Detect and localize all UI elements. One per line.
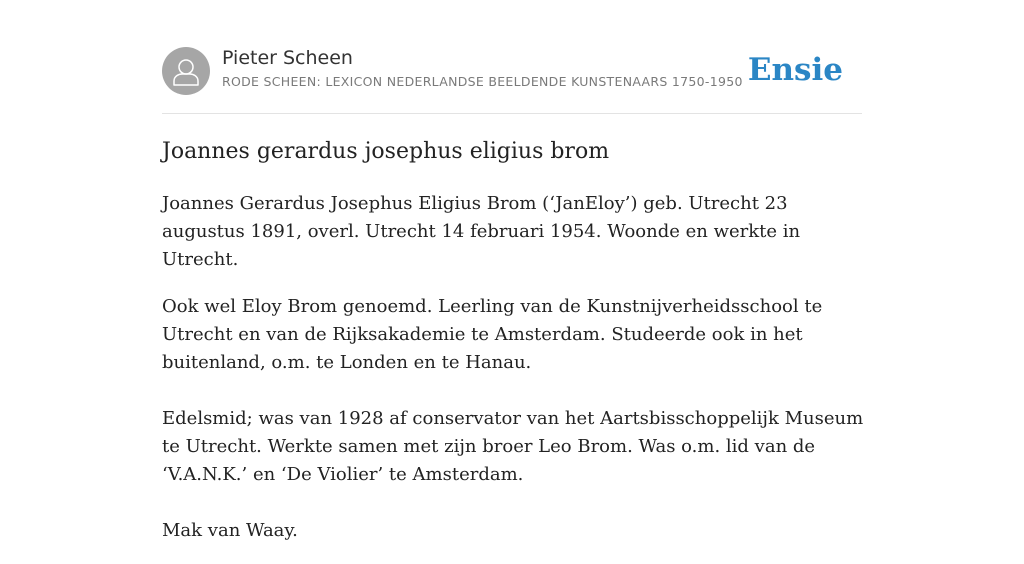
- ensie-logo[interactable]: Ensie: [747, 52, 843, 88]
- author-name[interactable]: Pieter Scheen: [222, 47, 353, 69]
- user-icon: [162, 47, 210, 95]
- source-title[interactable]: RODE SCHEEN: LEXICON NEDERLANDSE BEELDENDE KUNSTENAARS 1750-1950: [222, 74, 743, 89]
- paragraph-reference: Mak van Waay.: [162, 520, 298, 541]
- paragraph-education: Ook wel Eloy Brom genoemd. Leerling van de Kunstnijverheidsschool te Utrecht en van de Rijksakademie te Amsterdam. Studeerde ook in het buitenland, o.m. te Londen en te Hanau.: [162, 296, 823, 373]
- avatar[interactable]: [162, 47, 210, 95]
- divider: [162, 113, 862, 114]
- author-header: [162, 46, 862, 96]
- paragraph-gap: [162, 377, 867, 405]
- article-title: Joannes gerardus josephus eligius brom: [162, 139, 610, 164]
- paragraph-gap: [162, 489, 867, 517]
- paragraph-biography: Joannes Gerardus Josephus Eligius Brom (‘JanEloy’) geb. Utrecht 23 augustus 1891, overl. Utrecht 14 februari 1954. Woonde en werkte in Utrecht.: [162, 193, 801, 270]
- article-body: [162, 190, 867, 564]
- paragraph-career: Edelsmid; was van 1928 af conservator van het Aartsbisschoppelijk Museum te Utrecht. Werkte samen met zijn broer Leo Brom. Was o.m. lid van de ‘V.A.N.K.’ en ‘De Violier’ te Amsterdam.: [162, 408, 864, 485]
